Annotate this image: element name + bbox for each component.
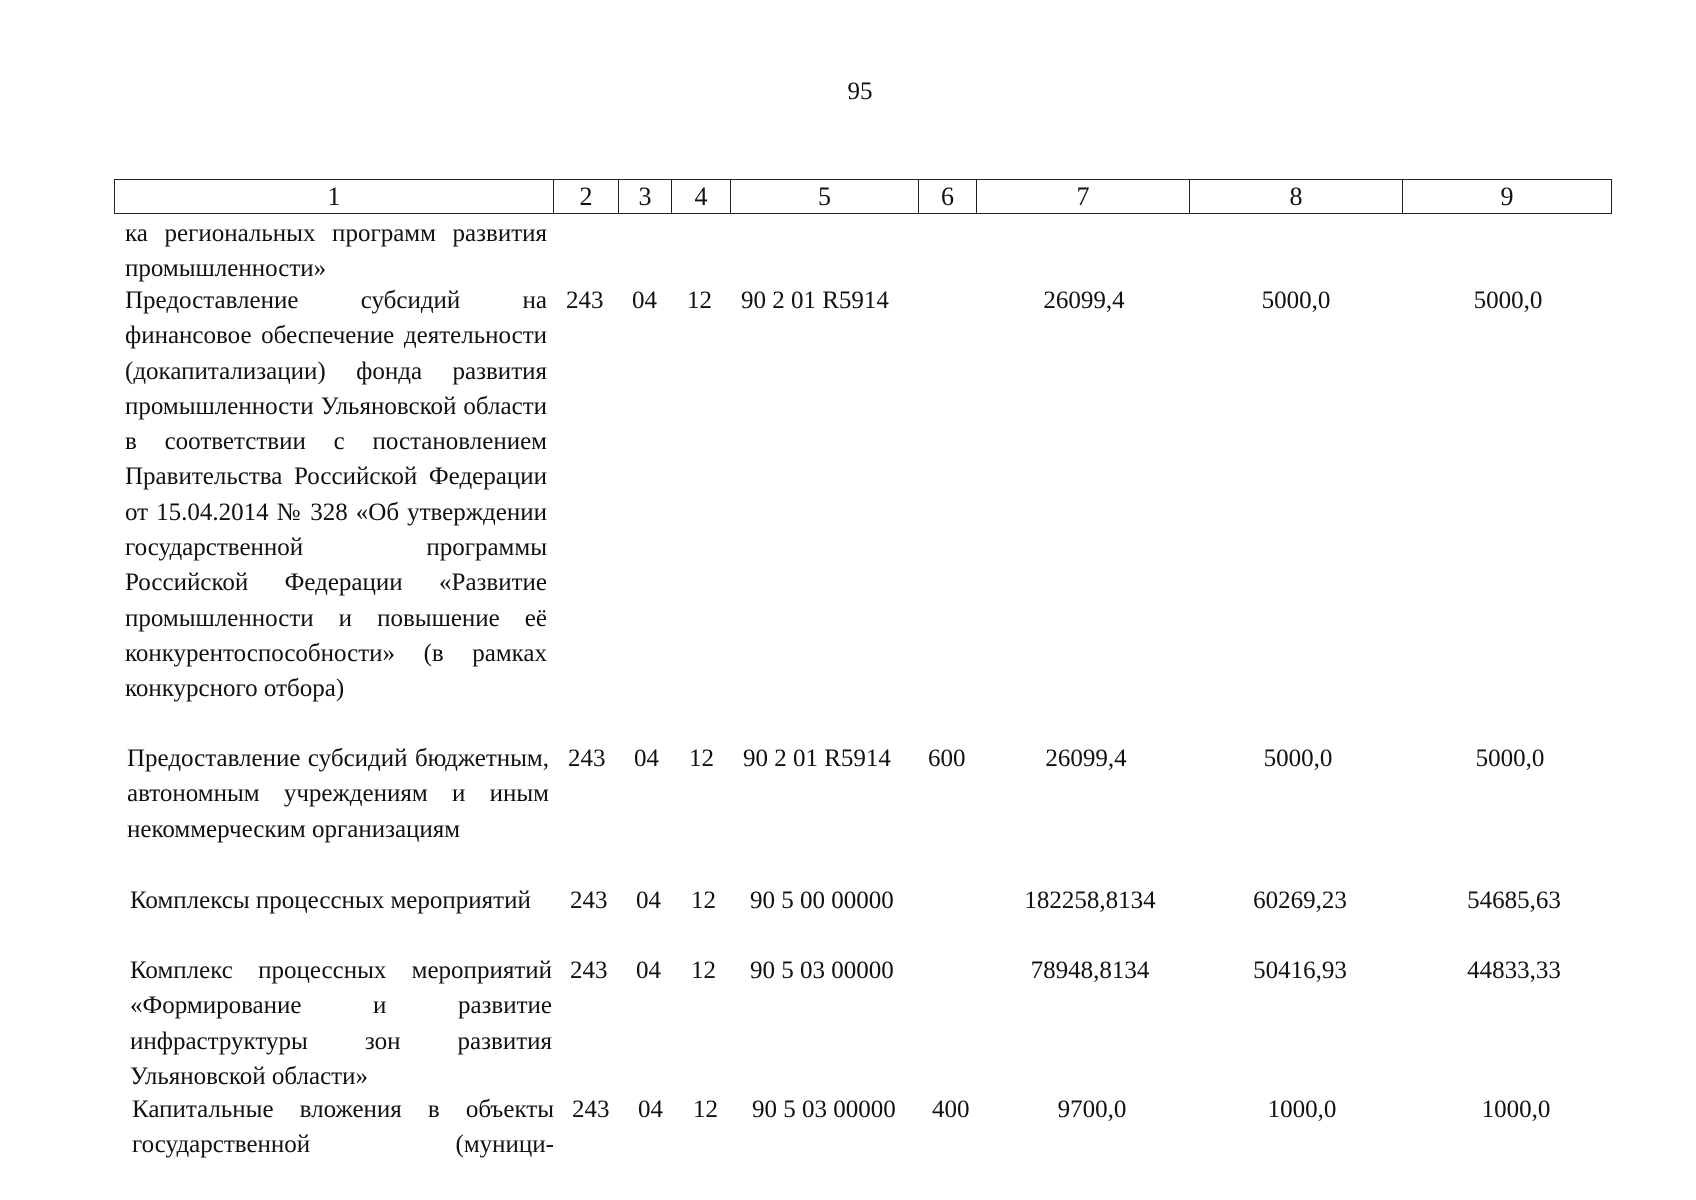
header-cell-8: 8 <box>1190 180 1403 214</box>
cell-col4: 12 <box>691 887 716 914</box>
page-number: 95 <box>847 78 873 105</box>
header-cell-1: 1 <box>115 180 554 214</box>
cell-col4: 12 <box>687 287 712 314</box>
table-row-text: Предоставление субсидий бюджетным, автономным учреждениям и иным некоммерческим организациям <box>127 745 549 843</box>
cell-col5: 90 5 00 00000 <box>750 887 894 914</box>
cell-col7: 26099,4 <box>1043 287 1125 314</box>
cell-col4: 12 <box>691 957 716 984</box>
cell-col7: 182258,8134 <box>1024 887 1156 914</box>
table-row-text: Капитальные вложения в объекты государственной (муници- <box>132 1096 554 1159</box>
cell-col5: 90 2 01 R5914 <box>741 287 889 314</box>
cell-col8: 50416,93 <box>1253 957 1347 984</box>
cell-col7: 9700,0 <box>1057 1096 1127 1123</box>
cell-col9: 5000,0 <box>1473 287 1543 314</box>
table-row-text: Комплексы процессных мероприятий <box>130 887 531 914</box>
cell-col5: 90 2 01 R5914 <box>743 745 891 772</box>
header-cell-9: 9 <box>1403 180 1612 214</box>
cell-col5: 90 5 03 00000 <box>750 957 894 984</box>
cell-col6: 600 <box>928 745 966 772</box>
cell-col2: 243 <box>570 887 608 914</box>
cell-col9: 1000,0 <box>1481 1096 1551 1123</box>
cell-col6: 400 <box>932 1096 970 1123</box>
cell-col3: 04 <box>638 1096 663 1123</box>
cell-col2: 243 <box>566 287 604 314</box>
cell-col5: 90 5 03 00000 <box>752 1096 896 1123</box>
table-row-text: Предоставление субсидий на финансовое обеспечение деятельности (докапитализации) фонда развития промышленности Ульяновской области в соответствии с постановлением Правительства Российской Федерации от 15.04.2014 № 328 «Об утверждении государственной программы Российской Федерации «Развитие промышленности и повышение её конкурентоспособности» (в рамках конкурсного отбора) <box>125 287 547 703</box>
cell-col3: 04 <box>634 745 659 772</box>
cell-col9: 44833,33 <box>1467 957 1561 984</box>
header-cell-4: 4 <box>672 180 731 214</box>
cell-col8: 5000,0 <box>1263 745 1333 772</box>
cell-col4: 12 <box>689 745 714 772</box>
header-cell-7: 7 <box>977 180 1190 214</box>
cell-col8: 1000,0 <box>1267 1096 1337 1123</box>
cell-col8: 5000,0 <box>1261 287 1331 314</box>
cell-col2: 243 <box>572 1096 610 1123</box>
cell-col8: 60269,23 <box>1253 887 1347 914</box>
header-cell-5: 5 <box>731 180 919 214</box>
header-cell-6: 6 <box>919 180 977 214</box>
cell-col7: 26099,4 <box>1045 745 1127 772</box>
cell-col3: 04 <box>636 887 661 914</box>
cell-col3: 04 <box>636 957 661 984</box>
cell-col7: 78948,8134 <box>1030 957 1150 984</box>
cell-col2: 243 <box>570 957 608 984</box>
header-cell-2: 2 <box>554 180 619 214</box>
cell-col9: 5000,0 <box>1475 745 1545 772</box>
cell-col2: 243 <box>568 745 606 772</box>
cell-col4: 12 <box>693 1096 718 1123</box>
header-cell-3: 3 <box>619 180 672 214</box>
table-row-text: ка региональных программ развития промышленности» <box>125 220 547 283</box>
cell-col3: 04 <box>632 287 657 314</box>
table-row-text: Комплекс процессных мероприятий «Формирование и развитие инфраструктуры зон развития Ульяновской области» <box>130 957 552 1090</box>
cell-col9: 54685,63 <box>1467 887 1561 914</box>
